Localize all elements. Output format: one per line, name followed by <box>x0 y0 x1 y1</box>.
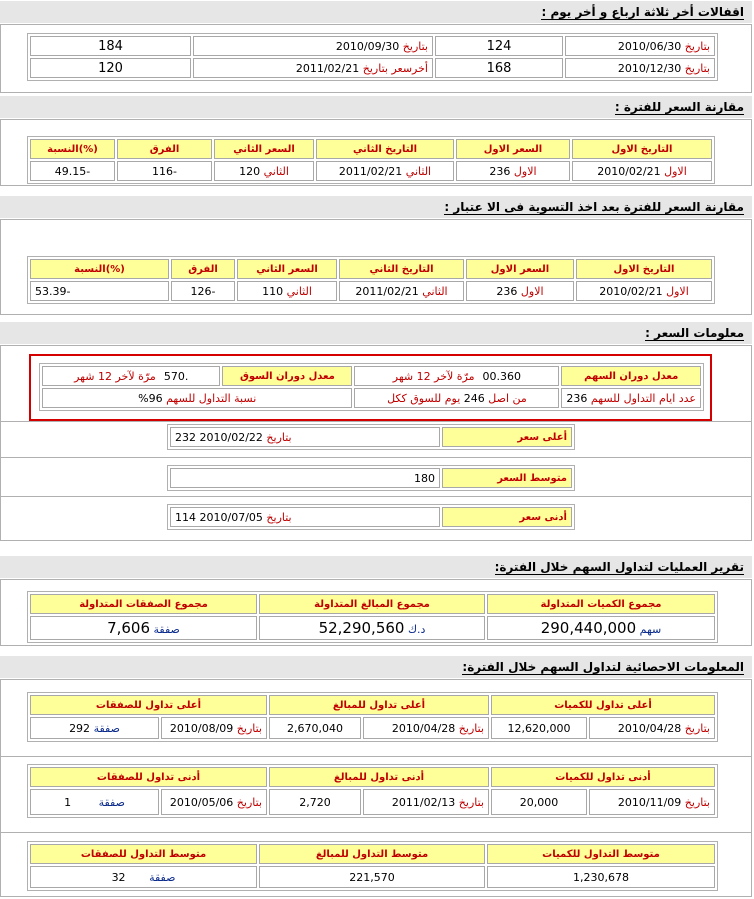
table-row <box>170 427 572 447</box>
value-cell: صفقة 292 <box>30 717 159 739</box>
date-cell: بتاريخ 2010/04/28 <box>363 717 489 739</box>
last-close-date-cell: أخرسعر بتاريخ 2011/02/21 <box>193 58 433 78</box>
close-date-cell: بتاريخ 2010/12/30 <box>565 58 715 78</box>
section-header-last-closes: اقفالات أخر ثلاثة ارباع و أخر يوم : <box>0 1 752 23</box>
stats-low-table <box>27 764 718 818</box>
section-header-price-compare: مقارنة السعر للفترة : <box>0 96 752 118</box>
closes-table <box>27 33 718 81</box>
compare-table <box>27 136 715 184</box>
turnover-value-cell: 00.360مرّة لآخر 12 شهر <box>354 366 559 386</box>
col-header: متوسط التداول للكميات <box>487 844 715 864</box>
table-header-row <box>30 139 712 159</box>
col-header: السعر الثاني <box>237 259 337 279</box>
col-header: التاريخ الثاني <box>316 139 454 159</box>
section-header-price-info: معلومات السعر : <box>0 322 752 344</box>
avg-price-table <box>167 465 575 491</box>
of-total-cell: من اصل 246 يوم للسوق ككل <box>354 388 559 408</box>
date-cell: بتاريخ 2010/05/06 <box>161 789 267 815</box>
close-date-cell: بتاريخ 2010/06/30 <box>565 36 715 56</box>
table-row <box>30 58 715 78</box>
avg-qty-cell: 1,230,678 <box>487 866 715 888</box>
table-row <box>30 866 715 888</box>
col-header: أعلى تداول للمبالغ <box>269 695 489 715</box>
section-header-operations: تقرير العمليات لتداول السهم خلال الفترة: <box>0 556 752 578</box>
col-header: الفرق <box>117 139 212 159</box>
col-header: (%)النسبة <box>30 259 169 279</box>
market-turnover-label: معدل دوران السوق <box>222 366 352 386</box>
pct-cell: -49.15 <box>30 161 115 181</box>
table-row <box>170 468 572 488</box>
col-header: أدنى تداول للكميات <box>491 767 715 787</box>
table-row <box>30 281 712 301</box>
table-row <box>30 161 712 181</box>
date-cell: بتاريخ 2010/11/09 <box>589 789 715 815</box>
low-price-table <box>167 504 575 530</box>
divider <box>0 756 752 757</box>
price1-cell: الاول 236 <box>466 281 574 301</box>
table-row <box>30 789 715 815</box>
col-header: مجموع الصفقات المتداولة <box>30 594 257 614</box>
section-header-adjusted-compare: مقارنة السعر للفترة بعد اخذ التسوية فى الا عتبار : <box>0 196 752 218</box>
pct-cell: -53.39 <box>30 281 169 301</box>
avg-deals-cell: صفقة 32 <box>30 866 257 888</box>
trading-days-cell: عدد ايام التداول للسهم 236 <box>561 388 701 408</box>
table-row <box>30 36 715 56</box>
section-header-statistics: المعلومات الاحصائية لتداول السهم خلال الفترة: <box>0 656 752 678</box>
divider <box>0 421 752 422</box>
operations-table <box>27 591 718 643</box>
col-header: أدنى تداول للمبالغ <box>269 767 489 787</box>
table-row <box>30 717 715 739</box>
adjusted-compare-table <box>27 256 715 304</box>
close-date-cell: بتاريخ 2010/09/30 <box>193 36 433 56</box>
low-price-value-cell: بتاريخ 2010/07/05 114 <box>170 507 440 527</box>
table-header-row <box>30 259 712 279</box>
date2-cell: الثاني 2011/02/21 <box>339 281 464 301</box>
col-header: التاريخ الاول <box>572 139 712 159</box>
table-row <box>42 366 701 386</box>
divider <box>0 496 752 497</box>
value-cell: 2,670,040 <box>269 717 361 739</box>
diff-cell: -126 <box>171 281 235 301</box>
value-cell: 12,620,000 <box>491 717 587 739</box>
date-cell: بتاريخ 2010/08/09 <box>161 717 267 739</box>
high-price-table <box>167 424 575 450</box>
date1-cell: الاول 2010/02/21 <box>572 161 712 181</box>
col-header: أعلى تداول للصفقات <box>30 695 267 715</box>
avg-amt-cell: 221,570 <box>259 866 485 888</box>
total-qty-cell: سهم 290,440,000 <box>487 616 715 640</box>
date1-cell: الاول 2010/02/21 <box>576 281 712 301</box>
table-header-row <box>30 767 715 787</box>
price2-cell: الثاني 110 <box>237 281 337 301</box>
stats-high-table <box>27 692 718 742</box>
avg-price-label: متوسط السعر <box>442 468 572 488</box>
value-cell: صفقة 1 <box>30 789 159 815</box>
divider <box>0 832 752 833</box>
value-cell: 2,720 <box>269 789 361 815</box>
low-price-label: أدنى سعر <box>442 507 572 527</box>
total-deals-cell: صفقة 7,606 <box>30 616 257 640</box>
turnover-label: معدل دوران السهم <box>561 366 701 386</box>
date-cell: بتاريخ 2011/02/13 <box>363 789 489 815</box>
col-header: التاريخ الاول <box>576 259 712 279</box>
table-header-row <box>30 695 715 715</box>
high-price-label: أعلى سعر <box>442 427 572 447</box>
stats-avg-table <box>27 841 718 891</box>
col-header: متوسط التداول للصفقات <box>30 844 257 864</box>
close-value-cell: 124 <box>435 36 563 56</box>
divider <box>0 457 752 458</box>
table-header-row <box>30 844 715 864</box>
high-price-value-cell: بتاريخ 2010/02/22 232 <box>170 427 440 447</box>
price2-cell: الثاني 120 <box>214 161 314 181</box>
col-header: السعر الثاني <box>214 139 314 159</box>
date2-cell: الثاني 2011/02/21 <box>316 161 454 181</box>
col-header: السعر الاول <box>456 139 570 159</box>
col-header: أدنى تداول للصفقات <box>30 767 267 787</box>
col-header: أعلى تداول للكميات <box>491 695 715 715</box>
date-cell: بتاريخ 2010/04/28 <box>589 717 715 739</box>
col-header: متوسط التداول للمبالغ <box>259 844 485 864</box>
close-value-cell: 184 <box>30 36 191 56</box>
col-header: مجموع الكميات المتداولة <box>487 594 715 614</box>
avg-price-value-cell: 180 <box>170 468 440 488</box>
last-close-value-cell: 120 <box>30 58 191 78</box>
market-turnover-value-cell: .570مرّة لآخر 12 شهر <box>42 366 220 386</box>
col-header: مجموع المبالغ المتداولة <box>259 594 485 614</box>
total-amt-cell: د.ك 52,290,560 <box>259 616 485 640</box>
col-header: التاريخ الثاني <box>339 259 464 279</box>
table-row <box>42 388 701 408</box>
value-cell: 20,000 <box>491 789 587 815</box>
trading-ratio-cell: نسبة التداول للسهم 96% <box>42 388 352 408</box>
table-row <box>30 616 715 640</box>
diff-cell: -116 <box>117 161 212 181</box>
price1-cell: الاول 236 <box>456 161 570 181</box>
table-header-row <box>30 594 715 614</box>
col-header: (%)النسبة <box>30 139 115 159</box>
close-value-cell: 168 <box>435 58 563 78</box>
col-header: السعر الاول <box>466 259 574 279</box>
col-header: الفرق <box>171 259 235 279</box>
turnover-table <box>39 363 704 411</box>
table-row <box>170 507 572 527</box>
